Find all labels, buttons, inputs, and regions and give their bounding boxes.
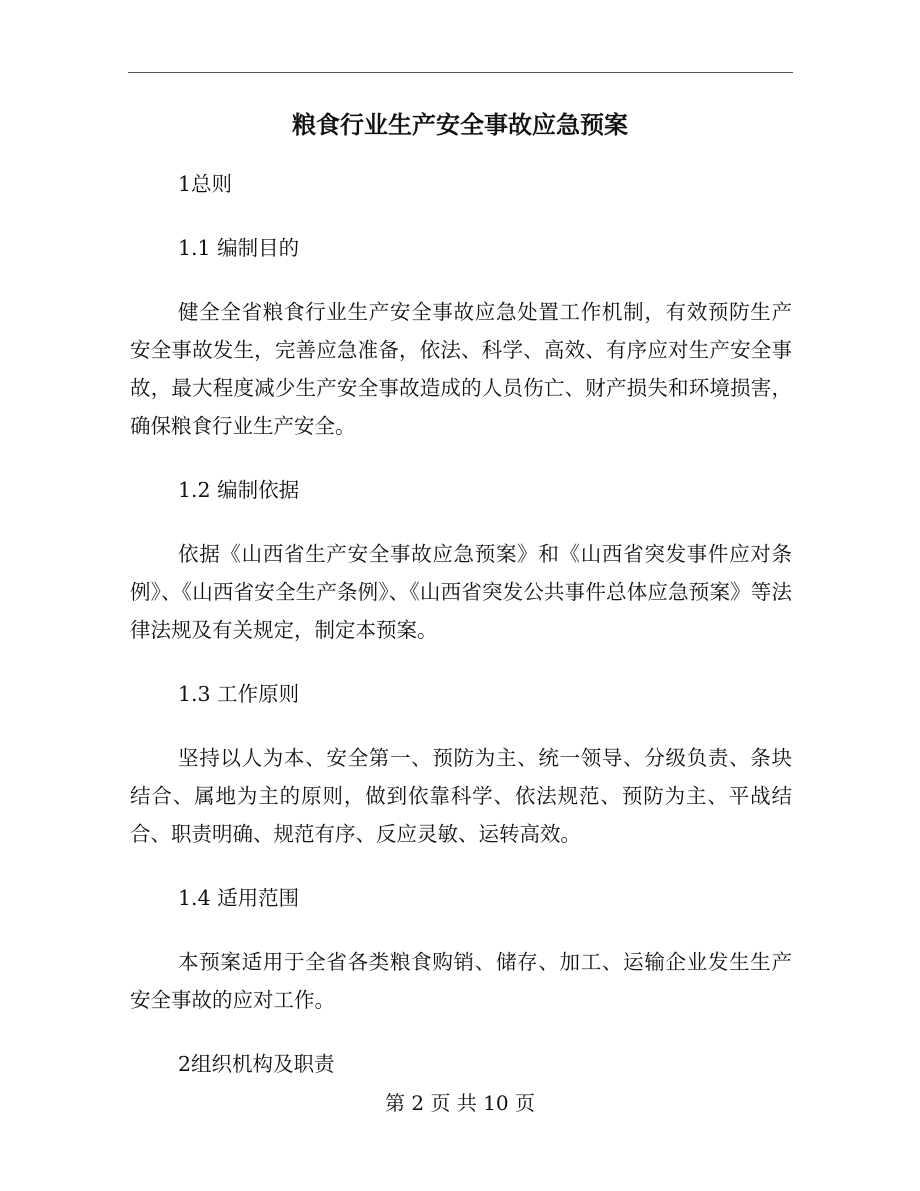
spacer (130, 853, 792, 879)
paragraph-scope: 本预案适用于全省各类粮食购销、储存、加工、运输企业发生生产安全事故的应对工作。 (130, 950, 792, 1012)
paragraph-basis: 依据《山西省生产安全事故应急预案》和《山西省突发事件应对条例》、《山西省安全生产条例》、《山西省突发公共事件总体应急预案》等法律法规及有关规定，制定本预案。 (130, 542, 792, 642)
spacer (130, 509, 792, 535)
spacer (130, 203, 792, 229)
paragraph-principles: 坚持以人为本、安全第一、预防为主、统一领导、分级负责、条块结合、属地为主的原则，做到依靠科学、依法规范、预防为主、平战结合、职责明确、规范有序、反应灵敏、运转高效。 (130, 746, 792, 846)
spacer (130, 713, 792, 739)
section-heading-scope: 1.4 适用范围 (178, 886, 300, 910)
spacer (130, 1019, 792, 1045)
spacer (130, 445, 792, 471)
section-heading-purpose: 1.1 编制目的 (178, 236, 300, 260)
document-title: 粮食行业生产安全事故应急预案 (292, 111, 628, 139)
page-number-footer: 第 2 页 共 10 页 (385, 1091, 535, 1115)
paragraph-purpose: 健全全省粮食行业生产安全事故应急处置工作机制，有效预防生产安全事故发生，完善应急准备，依法、科学、高效、有序应对生产安全事故，最大程度减少生产安全事故造成的人员伤亡、财产损失和环境损害，确保粮食行业生产安全。 (130, 300, 792, 438)
section-heading-principles: 1.3 工作原则 (178, 682, 300, 706)
header-rule (128, 72, 793, 73)
section-heading-basis: 1.2 编制依据 (178, 478, 300, 502)
spacer (130, 267, 792, 293)
spacer (130, 917, 792, 943)
spacer (130, 649, 792, 675)
section-heading-organization: 2组织机构及职责 (178, 1052, 335, 1076)
section-heading-general: 1总则 (178, 172, 233, 196)
document-body (130, 165, 792, 1083)
